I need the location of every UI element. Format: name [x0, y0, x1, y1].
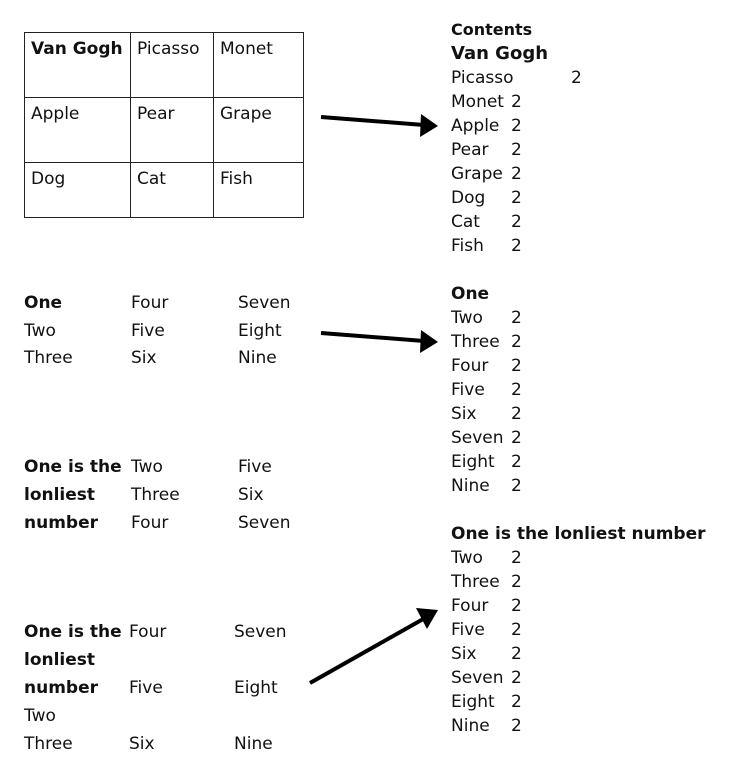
grid-cell: Nine	[238, 348, 277, 368]
entry-label: Fish	[451, 236, 484, 256]
entry-label: Three	[451, 332, 500, 352]
grid-cell: Seven	[238, 513, 291, 533]
entry-label: Six	[451, 404, 477, 424]
grid-cell: One is the	[24, 622, 122, 642]
grid-cell: Six	[238, 485, 264, 505]
grid-cell: Two	[24, 706, 56, 726]
entry-page: 2	[511, 188, 522, 208]
contents-entry	[451, 330, 522, 354]
table-row	[25, 163, 304, 218]
arrow-2-icon	[321, 330, 438, 353]
grid-cell: lonliest	[24, 650, 96, 670]
entry-label: Pear	[451, 140, 489, 160]
entry-page: 2	[511, 452, 522, 472]
contents-entry	[451, 690, 706, 714]
entry-label: Nine	[451, 716, 490, 736]
entry-page: 2	[511, 428, 522, 448]
table-cell: Pear	[131, 98, 214, 163]
entry-page: 2	[511, 716, 522, 736]
grid-cell: Four	[131, 513, 169, 533]
table-cell: Picasso	[131, 33, 214, 98]
contents-entry	[451, 714, 706, 738]
contents-list-2	[451, 282, 522, 498]
entry-page: 2	[571, 68, 582, 88]
entry-label: Four	[451, 596, 489, 616]
arrow-1-icon	[321, 114, 438, 137]
entry-page: 2	[511, 548, 522, 568]
grid-cell: Eight	[234, 678, 278, 698]
grid-cell: number	[24, 678, 99, 698]
entry-label: Five	[451, 620, 485, 640]
table-cell: Dog	[25, 163, 131, 218]
table-cell: Grape	[214, 98, 304, 163]
contents-entry	[451, 618, 706, 642]
entry-page: 2	[511, 308, 522, 328]
contents-entry	[451, 378, 522, 402]
grid-cell: lonliest	[24, 485, 96, 505]
entry-label: Apple	[451, 116, 500, 136]
entry-page: 2	[511, 668, 522, 688]
grid-cell: Nine	[234, 734, 273, 754]
contents-entry	[451, 90, 548, 114]
entry-page: 2	[511, 404, 522, 424]
entry-label: Three	[451, 572, 500, 592]
entry-page: 2	[511, 644, 522, 664]
table-row	[25, 33, 304, 98]
contents-entry	[451, 642, 706, 666]
entry-page: 2	[511, 572, 522, 592]
grid-cell: Six	[129, 734, 155, 754]
table-cell: Fish	[214, 163, 304, 218]
contents-entry	[451, 474, 522, 498]
grid-cell: Two	[131, 457, 163, 477]
grid-cell: Six	[131, 348, 157, 368]
entry-label: Nine	[451, 476, 490, 496]
entry-page: 2	[511, 356, 522, 376]
grid-cell: Seven	[234, 622, 287, 642]
entry-page: 2	[511, 212, 522, 232]
entry-label: Two	[451, 308, 483, 328]
contents-entry	[451, 594, 706, 618]
grid-cell: Three	[24, 734, 73, 754]
contents-heading: Van Gogh	[451, 43, 549, 64]
entry-page: 2	[511, 620, 522, 640]
grid-cell: Five	[238, 457, 272, 477]
contents-list-1	[451, 18, 582, 258]
contents-entry	[451, 234, 548, 258]
table-cell: Apple	[25, 98, 131, 163]
contents-heading: One is the lonliest number	[451, 524, 706, 544]
entry-page: 2	[511, 236, 522, 256]
contents-entry	[451, 666, 706, 690]
entry-page: 2	[511, 380, 522, 400]
grid-cell: One is the	[24, 457, 122, 477]
grid-cell: Five	[131, 321, 165, 341]
entry-label: Seven	[451, 428, 504, 448]
entry-label: Five	[451, 380, 485, 400]
contents-entry	[451, 66, 582, 90]
contents-entry	[451, 546, 706, 570]
entry-label: Grape	[451, 164, 503, 184]
entry-label: Four	[451, 356, 489, 376]
grid-cell: Four	[129, 622, 167, 642]
table-cell: Cat	[131, 163, 214, 218]
table-row	[25, 98, 304, 163]
entry-page: 2	[511, 596, 522, 616]
grid-cell: number	[24, 513, 99, 533]
contents-entry	[451, 138, 548, 162]
source-table-1	[24, 32, 304, 218]
grid-cell: Three	[24, 348, 73, 368]
grid-cell: Four	[131, 293, 169, 313]
entry-label: Two	[451, 548, 483, 568]
contents-entry	[451, 306, 522, 330]
entry-page: 2	[511, 332, 522, 352]
grid-cell: One	[24, 293, 63, 313]
contents-entry	[451, 114, 548, 138]
contents-entry	[451, 354, 522, 378]
entry-label: Eight	[451, 692, 495, 712]
contents-entry	[451, 570, 706, 594]
contents-entry	[451, 426, 522, 450]
contents-entry	[451, 186, 548, 210]
contents-heading: One	[451, 284, 490, 304]
grid-cell: Seven	[238, 293, 291, 313]
contents-entry	[451, 402, 522, 426]
entry-label: Monet	[451, 92, 504, 112]
entry-label: Six	[451, 644, 477, 664]
entry-label: Eight	[451, 452, 495, 472]
contents-title: Contents	[451, 20, 533, 39]
entry-page: 2	[511, 92, 522, 112]
entry-label: Dog	[451, 188, 486, 208]
entry-page: 2	[511, 692, 522, 712]
entry-page: 2	[511, 140, 522, 160]
contents-entry	[451, 162, 548, 186]
arrow-3-icon	[310, 608, 438, 683]
contents-entry	[451, 210, 548, 234]
table-cell: Monet	[214, 33, 304, 98]
grid-cell: Eight	[238, 321, 282, 341]
entry-page: 2	[511, 164, 522, 184]
grid-cell: Two	[24, 321, 56, 341]
grid-cell: Three	[131, 485, 180, 505]
entry-label: Picasso	[451, 68, 514, 88]
entry-page: 2	[511, 476, 522, 496]
contents-list-3	[451, 522, 706, 738]
table-cell: Van Gogh	[25, 33, 131, 98]
entry-label: Seven	[451, 668, 504, 688]
contents-entry	[451, 450, 522, 474]
entry-page: 2	[511, 116, 522, 136]
entry-label: Cat	[451, 212, 480, 232]
grid-cell: Five	[129, 678, 163, 698]
